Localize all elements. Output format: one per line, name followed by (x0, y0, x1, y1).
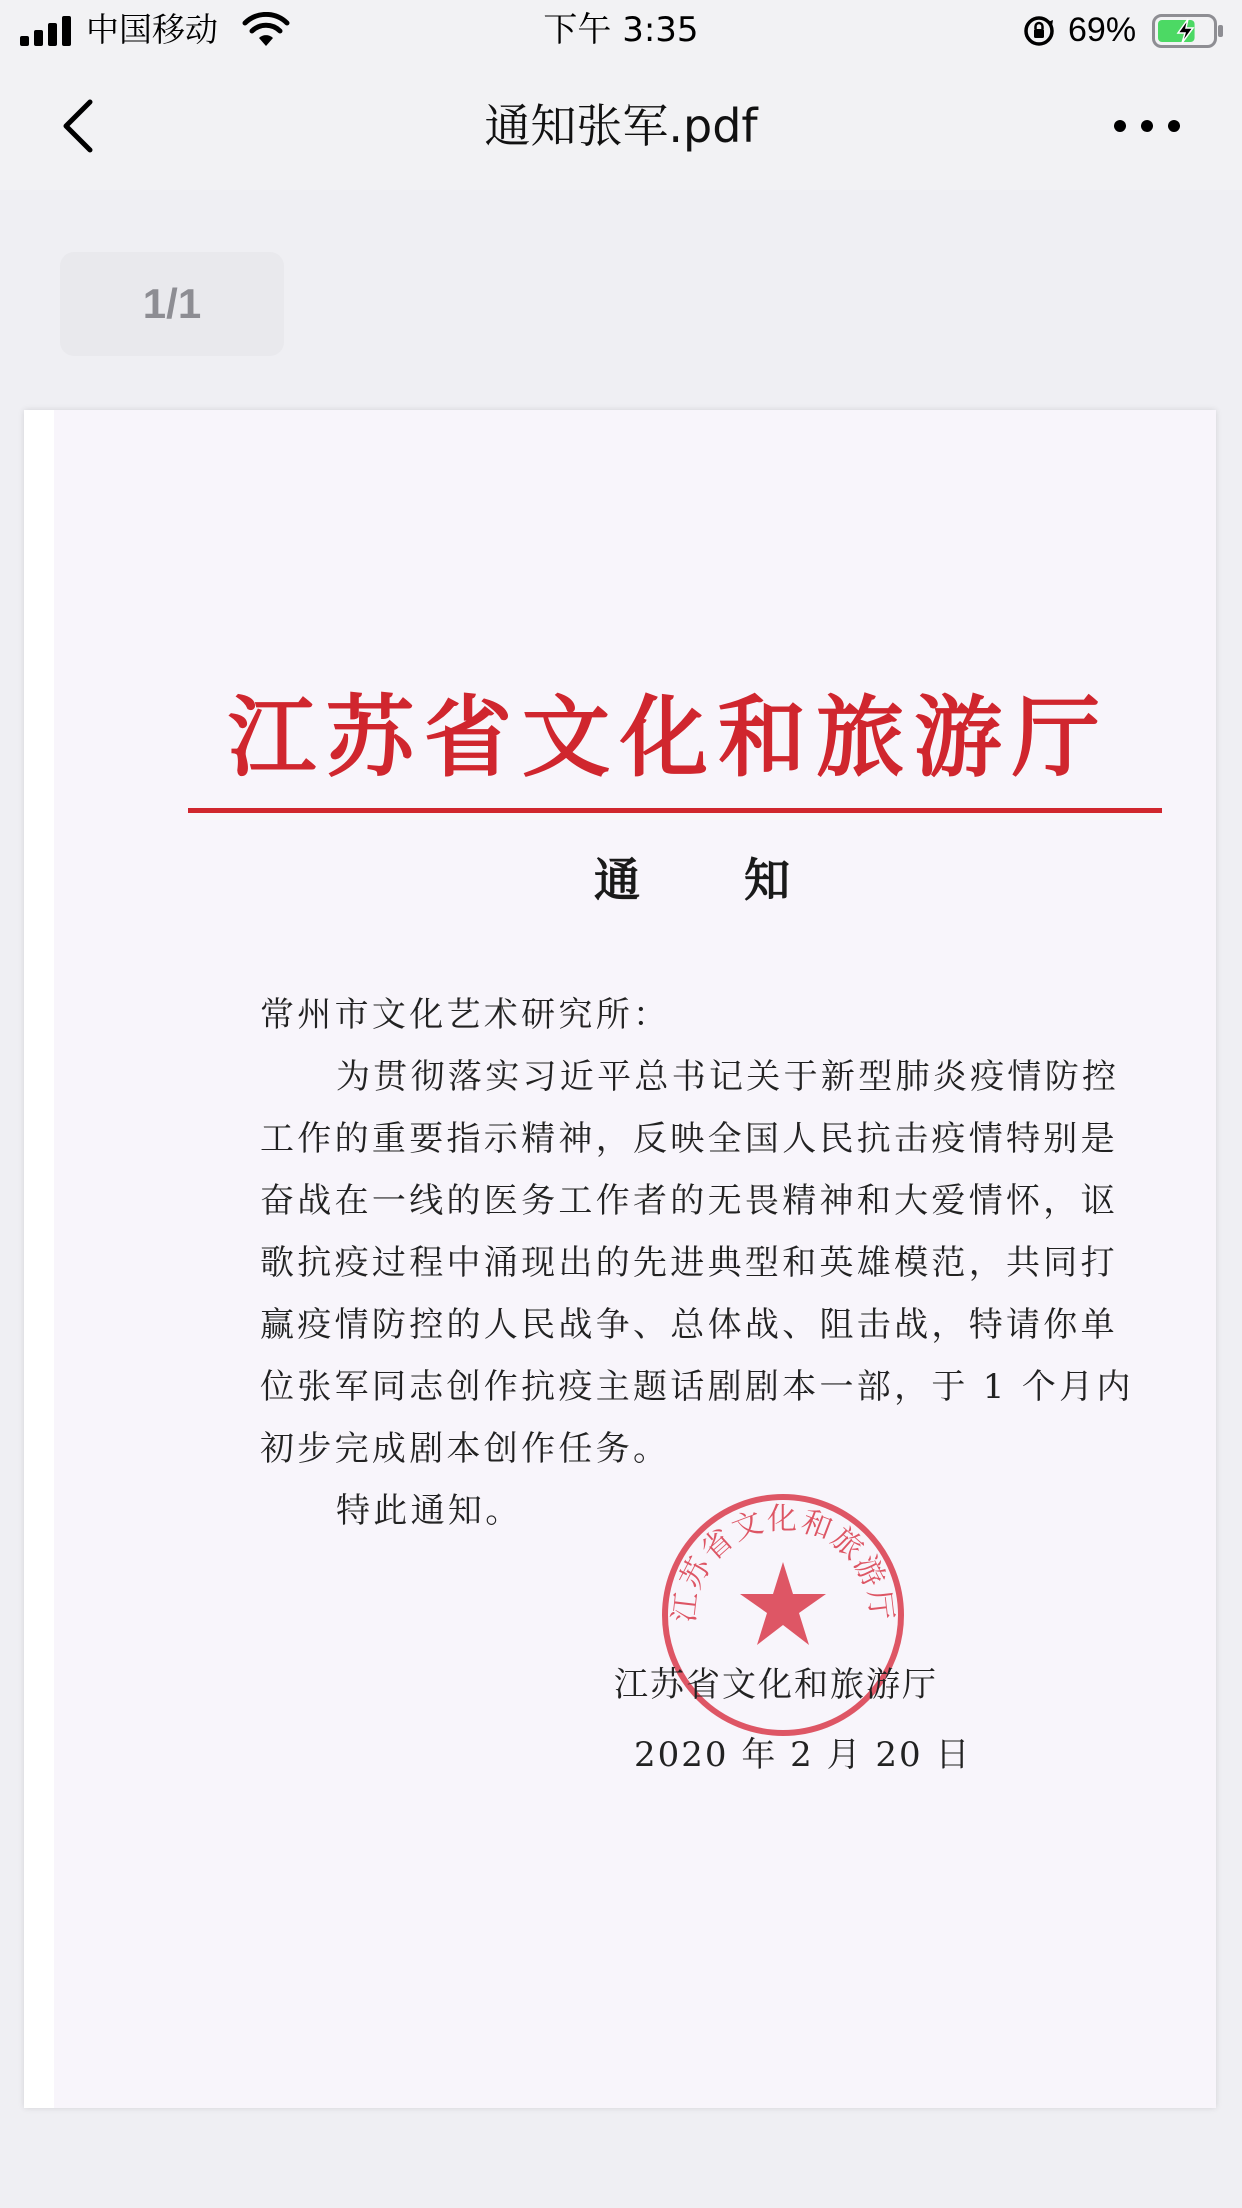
letterhead-rule (188, 808, 1162, 813)
document-title: 通知张军.pdf (484, 99, 758, 153)
seal-text: 江苏省文化和旅游厅 (666, 1502, 900, 1624)
status-time: 下午 3:35 (543, 10, 699, 50)
chevron-left-icon[interactable] (48, 94, 112, 158)
closing-line: 特此通知。 (336, 1491, 523, 1531)
battery-percent: 69% (1068, 11, 1137, 49)
document-subtitle: 通 知 (594, 853, 835, 907)
ellipsis-icon[interactable] (1110, 104, 1184, 148)
letterhead: 江苏省文化和旅游厅 (227, 685, 1110, 789)
document-body (260, 984, 1140, 1542)
rotation-lock-icon (1022, 14, 1056, 48)
page-indicator: 1/1 (60, 252, 284, 356)
signature-date: 2020 年 2 月 20 日 (634, 1735, 972, 1775)
carrier-name: 中国移动 (86, 10, 218, 49)
battery-icon (1152, 14, 1224, 48)
signature-org: 江苏省文化和旅游厅 (614, 1665, 938, 1705)
nav-bar (0, 64, 1242, 190)
document-content (24, 410, 1216, 2108)
document-page[interactable] (24, 410, 1216, 2108)
addressee: 常州市文化艺术研究所： (260, 995, 671, 1035)
status-bar (0, 0, 1242, 64)
body-paragraph: 为贯彻落实习近平总书记关于新型肺炎疫情防控工作的重要指示精神，反映全国人民抗击疫情特别是奋战在一线的医务工作者的无畏精神和大爱情怀，讴歌抗疫过程中涌现出的先进典型和英雄模范，共同打赢疫情防控的人民战争、总体战、阻击战，特请你单位张军同志创作抗疫主题话剧剧本一部，于 1 个月内初步完成剧本创作任务。 (260, 1057, 1134, 1469)
